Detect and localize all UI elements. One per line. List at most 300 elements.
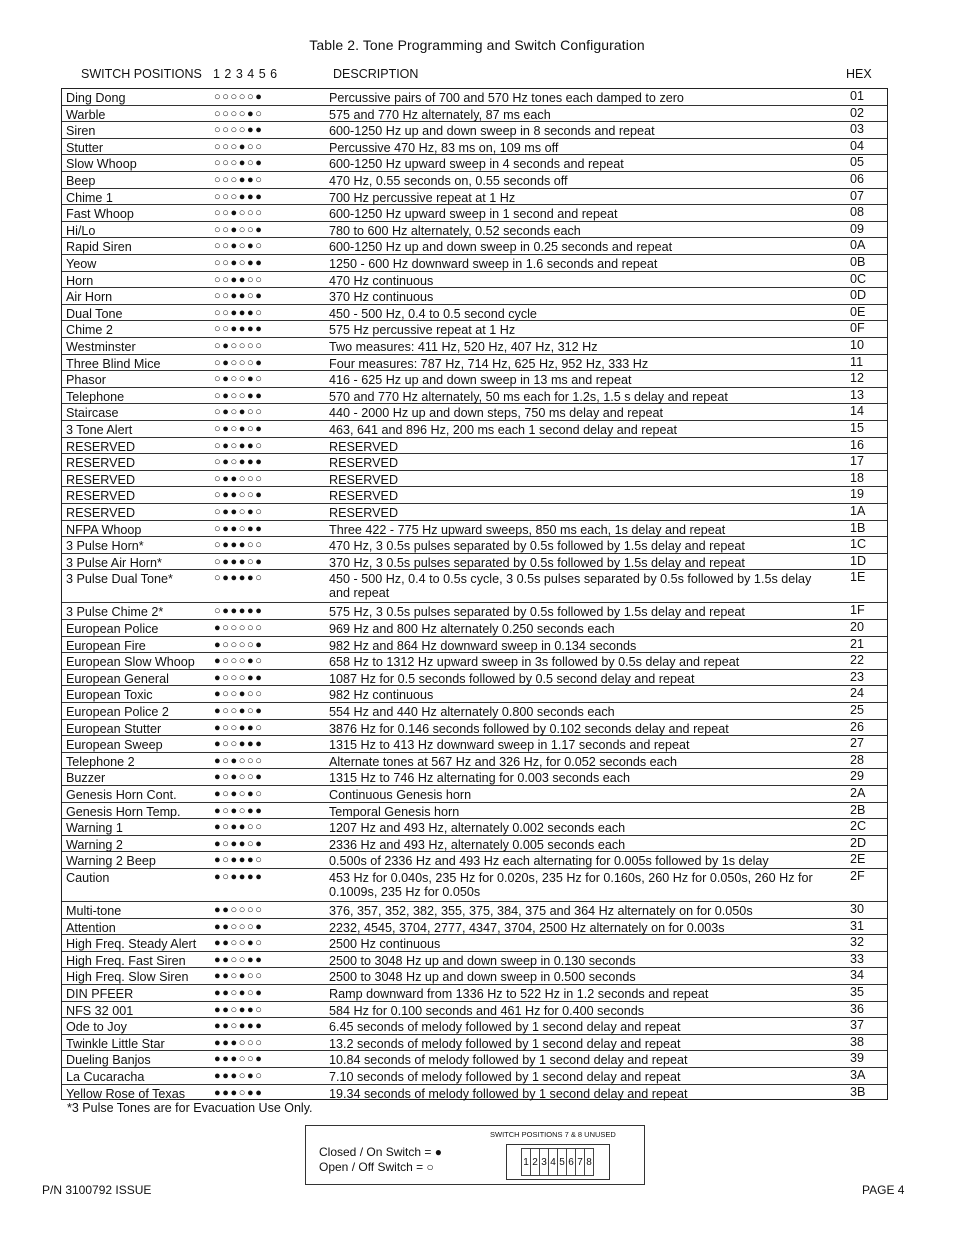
tone-name: Caution: [66, 871, 110, 885]
table-row: [62, 172, 887, 189]
table-row: [62, 504, 887, 521]
table-row: [62, 471, 887, 488]
tone-name: Yellow Rose of Texas: [66, 1086, 186, 1101]
hex-code: 0B: [850, 255, 866, 269]
tone-name: NFPA Whoop: [66, 522, 142, 537]
tone-description: 2336 Hz and 493 Hz, alternately 0.005 seconds each: [329, 837, 626, 852]
tone-description: 463, 641 and 896 Hz, 200 ms each 1 second delay and repeat: [329, 423, 677, 437]
hex-code: 1E: [850, 570, 866, 585]
tone-description: 1207 Hz and 493 Hz, alternately 0.002 seconds each: [329, 821, 626, 836]
tone-description: 19.34 seconds of melody followed by 1 second delay and repeat: [329, 1086, 688, 1101]
table-row: [62, 222, 887, 239]
switch-pattern: ○●●●○○: [214, 539, 264, 552]
switch-pattern: ●●○●●○: [214, 1003, 264, 1016]
table-row: [62, 620, 887, 637]
switch-pattern: ●●○○●●: [214, 953, 264, 966]
table-row: [62, 537, 887, 554]
tone-description: Temporal Genesis horn: [329, 804, 460, 819]
tone-name: RESERVED: [66, 472, 136, 487]
switch-pattern: ●●○●●●: [214, 1020, 264, 1033]
table-row: [62, 736, 887, 753]
hex-code: 1D: [850, 553, 867, 568]
tone-name: RESERVED: [66, 506, 136, 520]
table-row: [62, 653, 887, 670]
hex-code: 0A: [850, 238, 866, 253]
table-row: [62, 238, 887, 255]
hex-code: 21: [850, 636, 865, 651]
table-row: [62, 487, 887, 504]
tone-description: 450 - 500 Hz, 0.4 to 0.5 second cycle: [329, 306, 537, 321]
hex-code: 1B: [850, 520, 866, 535]
table-row: [62, 686, 887, 703]
table-row: [62, 952, 887, 969]
table-row: [62, 902, 887, 919]
switch-pattern: ○○○●●●: [214, 190, 264, 203]
switch-pattern: ○●○●●○: [214, 439, 264, 452]
tone-name: Phasor: [66, 373, 106, 388]
table-row: [62, 255, 887, 272]
table-row: [62, 305, 887, 322]
tone-name: Air Horn: [66, 290, 113, 305]
tone-name: Beep: [66, 174, 96, 188]
tone-description: 470 Hz continuous: [329, 273, 434, 288]
switch-pattern: ●○○○●○: [214, 655, 264, 668]
hex-code: 2B: [850, 802, 866, 817]
switch-pattern: ●○○○●●: [214, 671, 264, 684]
switch-pattern: ○○○○●●: [214, 124, 264, 137]
tone-name: Warning 2: [66, 837, 123, 852]
tone-description: 370 Hz continuous: [329, 290, 434, 305]
tone-description: 575 and 770 Hz alternately, 87 ms each: [329, 107, 551, 122]
tone-description: 600-1250 Hz up and down sweep in 0.25 seconds and repeat: [329, 240, 673, 255]
switch-pattern: ○●○○●○: [214, 373, 264, 386]
hex-code: 2A: [850, 786, 866, 800]
table-row: [62, 1085, 887, 1102]
tone-description: 600-1250 Hz upward sweep in 1 second and repeat: [329, 207, 618, 222]
tone-description: 453 Hz for 0.040s, 235 Hz for 0.020s, 235 Hz for 0.160s, 260 Hz for 0.050s, 260 Hz for 0.1009s, 235 Hz for 0.050s: [329, 871, 813, 899]
switch-pattern: ●●●○●○: [214, 1070, 264, 1082]
switch-pattern: ●○●●○○: [214, 821, 264, 834]
switch-pattern: ●○○●○●: [214, 705, 264, 717]
tone-description: Alternate tones at 567 Hz and 326 Hz, for 0.052 seconds each: [329, 754, 677, 769]
tone-description: 982 Hz and 864 Hz downward sweep in 0.134 seconds: [329, 638, 637, 653]
switch-pattern: ○●●○●○: [214, 506, 264, 518]
switch-pattern: ●●●○○○: [214, 1036, 264, 1049]
tone-description: 584 Hz for 0.100 seconds and 461 Hz for 0.400 seconds: [329, 1003, 645, 1018]
switch-pattern: ●○●○○○: [214, 754, 264, 767]
hex-code: 38: [850, 1034, 865, 1049]
switch-pattern: ○●●●●○: [214, 572, 264, 585]
hex-code: 08: [850, 205, 865, 220]
table-row: [62, 355, 887, 372]
switch-pattern: ●●○○○○: [214, 904, 264, 916]
hex-code: 33: [850, 951, 865, 966]
tone-name: High Freq. Fast Siren: [66, 953, 186, 968]
table-row: [62, 1018, 887, 1035]
hex-code: 18: [850, 470, 865, 485]
switch-pattern: ○○●●●○: [214, 306, 264, 319]
tone-name: Westminster: [66, 340, 136, 354]
tone-name: Chime 2: [66, 323, 113, 338]
hex-code: 1F: [850, 603, 865, 618]
tone-description: RESERVED: [329, 456, 399, 471]
tone-description: 554 Hz and 440 Hz alternately 0.800 seconds each: [329, 705, 615, 719]
table-row: [62, 554, 887, 571]
tone-name: Telephone 2: [66, 754, 135, 769]
switch-pattern: ○●○○○○: [214, 340, 264, 352]
hex-code: 0C: [850, 271, 867, 286]
tone-description: 0.500s of 2336 Hz and 493 Hz each alternating for 0.005s followed by 1s delay: [329, 854, 769, 869]
switch-pattern: ○○○●●○: [214, 174, 264, 186]
hex-code: 10: [850, 338, 865, 352]
tone-name: Staircase: [66, 406, 119, 421]
switch-pattern: ●●○●○○: [214, 970, 264, 983]
switch-pattern: ○○○●○○: [214, 140, 264, 153]
tone-description: 982 Hz continuous: [329, 688, 434, 703]
table-row: [62, 1068, 887, 1085]
tone-description: 376, 357, 352, 382, 355, 375, 384, 375 and 364 Hz alternately on for 0.050s: [329, 904, 753, 918]
tone-name: Rapid Siren: [66, 240, 132, 255]
table-title: Table 2. Tone Programming and Switch Configuration: [309, 37, 645, 53]
tone-description: 7.10 seconds of melody followed by 1 second delay and repeat: [329, 1070, 681, 1084]
part-number: P/N 3100792 ISSUE: [42, 1183, 152, 1197]
table-row: [62, 1002, 887, 1019]
tone-name: Warning 2 Beep: [66, 854, 156, 869]
tone-description: 700 Hz percussive repeat at 1 Hz: [329, 190, 516, 205]
tone-description: Three 422 - 775 Hz upward sweeps, 850 ms each, 1s delay and repeat: [329, 522, 726, 537]
switch-pattern: ●○●○●●: [214, 804, 264, 817]
tone-name: High Freq. Steady Alert: [66, 937, 197, 952]
tone-description: 416 - 625 Hz up and down sweep in 13 ms and repeat: [329, 373, 632, 388]
hex-code: 34: [850, 968, 865, 983]
switch-pattern: ●○○○○○: [214, 622, 264, 634]
tone-name: Attention: [66, 920, 116, 935]
tone-description: 575 Hz, 3 0.5s pulses separated by 0.5s followed by 1.5s delay and repeat: [329, 605, 745, 620]
dip-switch-cell: 7: [575, 1148, 585, 1176]
switch-pattern: ●○○○○●: [214, 638, 264, 651]
hex-code: 2C: [850, 819, 867, 834]
switch-positions-header: SWITCH POSITIONS: [81, 67, 202, 81]
table-row: [62, 819, 887, 836]
switch-pattern: ●○○●●●: [214, 738, 264, 751]
table-row: [62, 968, 887, 985]
switch-pattern: ○●○●●●: [214, 456, 264, 469]
description-header: DESCRIPTION: [333, 67, 419, 81]
switch-pattern: ○○●○●○: [214, 240, 264, 253]
hex-code: 1A: [850, 504, 866, 518]
hex-header: HEX: [846, 67, 872, 81]
dip-switch-diagram: [506, 1144, 610, 1180]
tone-name: Chime 1: [66, 190, 113, 205]
tone-name: Ode to Joy: [66, 1020, 127, 1035]
tone-description: RESERVED: [329, 506, 399, 520]
table-row: [62, 321, 887, 338]
tone-name: DIN PFEER: [66, 987, 134, 1001]
switch-pattern: ○○○○○●: [214, 91, 264, 103]
switch-pattern: ○○●○○●: [214, 223, 264, 236]
tone-description: 575 Hz percussive repeat at 1 Hz: [329, 323, 516, 338]
table-row: [62, 1035, 887, 1052]
hex-code: 15: [850, 421, 865, 435]
tone-name: European Toxic: [66, 688, 153, 703]
hex-code: 36: [850, 1001, 865, 1016]
hex-code: 28: [850, 752, 865, 767]
tone-name: 3 Pulse Dual Tone*: [66, 572, 173, 587]
tone-name: European General: [66, 671, 169, 686]
hex-code: 16: [850, 437, 865, 452]
tone-description: 6.45 seconds of melody followed by 1 second delay and repeat: [329, 1020, 681, 1035]
table-row: [62, 288, 887, 305]
tone-description: RESERVED: [329, 439, 399, 454]
dip-switch-cell: 1: [521, 1148, 531, 1176]
tone-name: European Police: [66, 622, 159, 636]
hex-code: 22: [850, 653, 865, 668]
switch-pattern: ○●●●●●: [214, 605, 264, 618]
table-row: [62, 703, 887, 720]
tone-name: Three Blind Mice: [66, 356, 161, 371]
hex-code: 19: [850, 487, 865, 502]
hex-code: 0E: [850, 304, 866, 319]
table-row: [62, 371, 887, 388]
tone-description: 969 Hz and 800 Hz alternately 0.250 seconds each: [329, 622, 615, 636]
hex-code: 37: [850, 1018, 865, 1033]
tone-name: Twinkle Little Star: [66, 1036, 165, 1051]
tone-name: European Stutter: [66, 721, 162, 736]
tone-name: Slow Whoop: [66, 157, 137, 172]
switch-pattern: ●○○●○○: [214, 688, 264, 701]
tone-name: European Police 2: [66, 705, 169, 719]
table-row: [62, 670, 887, 687]
switch-legend: [305, 1125, 645, 1185]
hex-code: 03: [850, 122, 865, 137]
table-row: [62, 106, 887, 123]
tone-name: Siren: [66, 124, 96, 139]
tone-description: Two measures: 411 Hz, 520 Hz, 407 Hz, 312 Hz: [329, 340, 598, 354]
table-row: [62, 637, 887, 654]
tone-description: 600-1250 Hz upward sweep in 4 seconds and repeat: [329, 157, 624, 172]
switch-pattern: ●○●○●○: [214, 788, 264, 800]
tone-name: Dual Tone: [66, 306, 123, 321]
tone-name: Buzzer: [66, 771, 106, 786]
tone-name: Fast Whoop: [66, 207, 134, 222]
hex-code: 26: [850, 719, 865, 734]
hex-code: 39: [850, 1051, 865, 1066]
hex-code: 20: [850, 620, 865, 634]
tone-description: 2500 to 3048 Hz up and down sweep in 0.500 seconds: [329, 970, 636, 985]
tone-name: Ding Dong: [66, 91, 126, 105]
tone-name: Multi-tone: [66, 904, 122, 918]
switch-pattern: ●○●●●○: [214, 854, 264, 867]
table-row: [62, 852, 887, 869]
hex-code: 25: [850, 703, 865, 717]
tone-description: 1087 Hz for 0.5 seconds followed by 0.5 second delay and repeat: [329, 671, 695, 686]
switch-pattern: ○○●●●●: [214, 323, 264, 336]
table-row: [62, 786, 887, 803]
hex-code: 3B: [850, 1084, 866, 1099]
tone-description: 470 Hz, 3 0.5s pulses separated by 0.5s followed by 1.5s delay and repeat: [329, 539, 745, 554]
hex-code: 31: [850, 918, 865, 933]
switch-pattern: ○○●●○○: [214, 273, 264, 286]
switch-numbers-header: 1 2 3 4 5 6: [213, 67, 278, 81]
table-row: [62, 454, 887, 471]
tone-table: [61, 88, 888, 1100]
hex-code: 12: [850, 371, 865, 386]
table-row: [62, 919, 887, 936]
tone-name: Yeow: [66, 257, 97, 271]
table-row: [62, 272, 887, 289]
table-row: [62, 205, 887, 222]
table-row: [62, 189, 887, 206]
tone-name: High Freq. Slow Siren: [66, 970, 189, 985]
hex-code: 13: [850, 387, 865, 402]
table-row: [62, 438, 887, 455]
table-row: [62, 89, 887, 106]
table-row: [62, 869, 887, 902]
table-row: [62, 139, 887, 156]
tone-description: 370 Hz, 3 0.5s pulses separated by 0.5s followed by 1.5s delay and repeat: [329, 555, 745, 570]
tone-name: Stutter: [66, 140, 104, 155]
tone-description: 658 Hz to 1312 Hz upward sweep in 3s followed by 0.5s delay and repeat: [329, 655, 740, 670]
tone-description: 570 and 770 Hz alternately, 50 ms each for 1.2s, 1.5 s delay and repeat: [329, 389, 728, 404]
tone-description: Percussive 470 Hz, 83 ms on, 109 ms off: [329, 140, 559, 155]
switch-pattern: ○○○○●○: [214, 107, 264, 120]
tone-name: RESERVED: [66, 489, 136, 504]
hex-code: 2F: [850, 869, 865, 883]
switch-pattern: ●○○●●○: [214, 721, 264, 734]
table-row: [62, 935, 887, 952]
tone-description: 1250 - 600 Hz downward sweep in 1.6 seconds and repeat: [329, 257, 658, 271]
hex-code: 2E: [850, 852, 866, 867]
dip-switch-cell: 3: [539, 1148, 549, 1176]
tone-description: Continuous Genesis horn: [329, 788, 472, 802]
tone-name: Hi/Lo: [66, 223, 96, 238]
hex-code: 09: [850, 221, 865, 236]
switch-pattern: ●●●○●●: [214, 1086, 264, 1099]
table-row: [62, 985, 887, 1002]
hex-code: 02: [850, 105, 865, 120]
dip-switch-cell: 6: [566, 1148, 576, 1176]
table-row: [62, 769, 887, 786]
tone-name: 3 Pulse Chime 2*: [66, 605, 164, 620]
table-row: [62, 155, 887, 172]
dip-switch-cell: 4: [548, 1148, 558, 1176]
tone-description: 450 - 500 Hz, 0.4 to 0.5s cycle, 3 0.5s pulses separated by 0.5s followed by 1.5s delay and repeat: [329, 572, 812, 601]
hex-code: 05: [850, 155, 865, 170]
tone-name: Dueling Banjos: [66, 1053, 151, 1068]
tone-name: RESERVED: [66, 456, 136, 471]
switch-pattern: ○●○●○●: [214, 423, 264, 435]
tone-name: 3 Pulse Air Horn*: [66, 555, 162, 570]
dip-switch-cell: 8: [584, 1148, 594, 1176]
table-row: [62, 753, 887, 770]
switch-pattern: ●○●○○●: [214, 771, 264, 784]
hex-code: 07: [850, 188, 865, 203]
hex-code: 11: [850, 354, 864, 369]
switch-pattern: ○○●○○○: [214, 207, 264, 220]
switch-pattern: ○○●○●●: [214, 257, 264, 269]
switch-pattern: ○●○○●●: [214, 389, 264, 402]
hex-code: 3A: [850, 1068, 866, 1082]
switch-pattern: ○●○●○○: [214, 406, 264, 419]
table-row: [62, 122, 887, 139]
hex-code: 27: [850, 736, 865, 751]
table-row: [62, 603, 887, 620]
tone-description: 440 - 2000 Hz up and down steps, 750 ms delay and repeat: [329, 406, 663, 421]
hex-code: 14: [850, 404, 865, 419]
switch-pattern: ●○●●●●: [214, 871, 264, 883]
page-number: PAGE 4: [862, 1183, 905, 1197]
tone-name: 3 Pulse Horn*: [66, 539, 144, 554]
tone-description: Four measures: 787 Hz, 714 Hz, 625 Hz, 952 Hz, 333 Hz: [329, 356, 649, 371]
tone-description: 3876 Hz for 0.146 seconds followed by 0.102 seconds delay and repeat: [329, 721, 729, 736]
tone-name: RESERVED: [66, 439, 136, 454]
hex-code: 29: [850, 769, 865, 784]
tone-name: Telephone: [66, 389, 125, 404]
table-row: [62, 421, 887, 438]
tone-name: Warble: [66, 107, 106, 122]
tone-description: 10.84 seconds of melody followed by 1 second delay and repeat: [329, 1053, 688, 1068]
legend-open: Open / Off Switch = ○: [319, 1160, 434, 1174]
switch-pattern: ●●●○○●: [214, 1053, 264, 1066]
hex-code: 23: [850, 669, 865, 684]
hex-code: 24: [850, 686, 865, 701]
tone-name: 3 Tone Alert: [66, 423, 133, 437]
switch-pattern: ●●○●○●: [214, 987, 264, 999]
tone-description: 600-1250 Hz up and down sweep in 8 seconds and repeat: [329, 124, 655, 139]
tone-description: 2232, 4545, 3704, 2777, 4347, 3704, 2500 Hz alternately on for 0.003s: [329, 920, 725, 935]
switch-pattern: ○●●○○●: [214, 489, 264, 502]
dip-switch-cell: 2: [530, 1148, 540, 1176]
tone-description: RESERVED: [329, 489, 399, 504]
switch-pattern: ○○○●○●: [214, 157, 264, 170]
tone-name: La Cucaracha: [66, 1070, 145, 1084]
tone-name: European Slow Whoop: [66, 655, 195, 670]
hex-code: 35: [850, 985, 865, 999]
footnote: *3 Pulse Tones are for Evacuation Use Only.: [67, 1101, 313, 1115]
switch-pattern: ○●●●○●: [214, 555, 264, 568]
table-row: [62, 388, 887, 405]
tone-description: 470 Hz, 0.55 seconds on, 0.55 seconds off: [329, 174, 568, 188]
legend-unused-note: SWITCH POSITIONS 7 & 8 UNUSED: [490, 1130, 616, 1139]
tone-name: Genesis Horn Cont.: [66, 788, 177, 802]
switch-pattern: ○●●○○○: [214, 472, 264, 485]
dip-switch-cell: 5: [557, 1148, 567, 1176]
switch-pattern: ○●●○●●: [214, 522, 264, 535]
table-row: [62, 1051, 887, 1068]
legend-closed: Closed / On Switch = ●: [319, 1145, 442, 1159]
tone-name: European Sweep: [66, 738, 163, 753]
tone-description: 2500 Hz continuous: [329, 937, 441, 952]
hex-code: 17: [850, 454, 865, 469]
tone-name: Horn: [66, 273, 94, 288]
hex-code: 1C: [850, 537, 867, 552]
switch-pattern: ○○●●○●: [214, 290, 264, 303]
hex-code: 2D: [850, 835, 867, 850]
switch-pattern: ○●○○○●: [214, 356, 264, 369]
tone-description: RESERVED: [329, 472, 399, 487]
hex-code: 32: [850, 935, 865, 950]
tone-description: 1315 Hz to 746 Hz alternating for 0.003 seconds each: [329, 771, 631, 786]
table-row: [62, 803, 887, 820]
table-row: [62, 570, 887, 603]
table-row: [62, 720, 887, 737]
tone-description: 2500 to 3048 Hz up and down sweep in 0.130 seconds: [329, 953, 636, 968]
hex-code: 01: [850, 89, 865, 103]
tone-description: 780 to 600 Hz alternately, 0.52 seconds each: [329, 223, 581, 238]
hex-code: 04: [850, 138, 865, 153]
switch-pattern: ●●○○○●: [214, 920, 264, 933]
table-row: [62, 836, 887, 853]
